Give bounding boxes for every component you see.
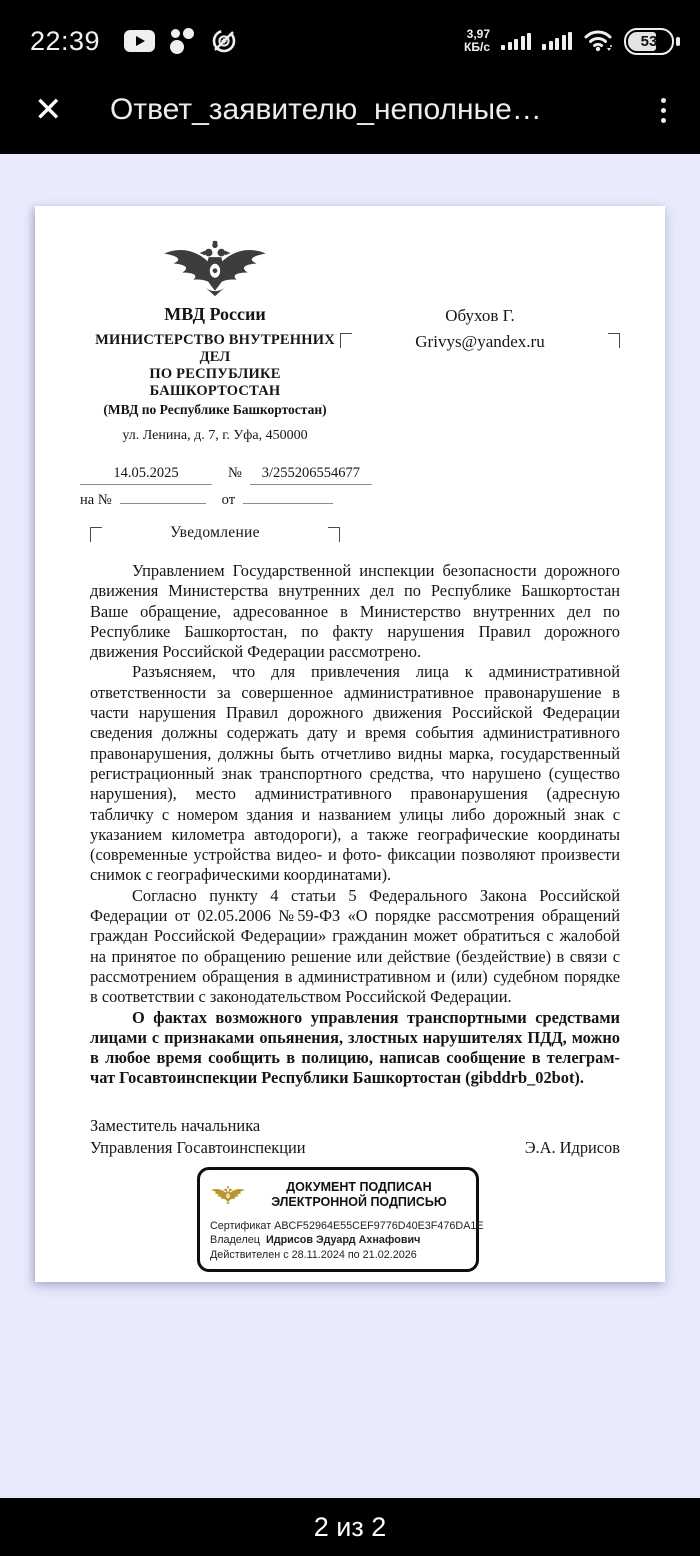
clock: 22:39 bbox=[30, 25, 101, 56]
signer-position-line1: Заместитель начальника bbox=[90, 1115, 261, 1135]
wifi-icon bbox=[583, 28, 613, 54]
document-page bbox=[35, 206, 665, 1282]
network-speed-indicator: 3,97 КБ/с bbox=[464, 27, 490, 54]
signer-position-line2: Управления Госавтоинспекции bbox=[90, 1137, 306, 1157]
stamp-validity-line: Действителен с 28.11.2024 по 21.02.2026 bbox=[210, 1248, 417, 1261]
page-indicator: 2 из 2 bbox=[313, 1511, 387, 1542]
incoming-number-label: на № bbox=[80, 492, 112, 508]
close-icon[interactable]: ✕ bbox=[34, 91, 63, 129]
org-name-line2: ПО РЕСПУБЛИКЕ БАШКОРТОСТАН bbox=[149, 366, 281, 399]
paragraph: Разъясняем, что для привлечения лица к административной ответственности за совершенное административное правонарушение в части нарушения Правил дорожного движения Российской Федерации сведения должны содержать дату и время события административного правонарушения, должны быть отчетливо видны марка, государственный регистрационный знак транспортного средства, что нарушено (существо нарушения), место административного правонарушения (адресную табличку с номером здания и названием улицы либо дорожный знак с указанием километра автодороги), а также географические координаты (современные устройства видео- и фото- фиксации позволяют произвести снимок с географическими координатами). bbox=[90, 662, 620, 885]
document-viewer[interactable] bbox=[0, 154, 700, 1498]
stamp-title-line1: ДОКУМЕНТ ПОДПИСАН bbox=[286, 1179, 432, 1194]
recipient-name: Обухов Г. bbox=[445, 306, 515, 325]
document-body bbox=[90, 561, 620, 1089]
page-indicator-bar bbox=[0, 1498, 700, 1556]
paragraph-bold-notice: О фактах возможного управления транспортными средствами лицами с признаками опьянения, злостных нарушителях ПДД, можно в любое время сообщить в полицию, написав сообщение в телеграм-чат Госавтоинспекции Республики Башкортостан (gibddrb_02bot). bbox=[90, 1007, 620, 1088]
recipient-email: Grivys@yandex.ru bbox=[415, 332, 545, 351]
electronic-signature-stamp bbox=[197, 1167, 484, 1273]
signature-block bbox=[90, 1115, 620, 1159]
org-name-line1: МИНИСТЕРСТВО ВНУТРЕННИХ ДЕЛ bbox=[95, 332, 335, 365]
crop-mark-right bbox=[608, 333, 620, 348]
app-title-bar bbox=[0, 72, 700, 154]
document-title: Ответ_заявителю_неполные… bbox=[110, 93, 542, 126]
signer-name: Э.А. Идрисов bbox=[524, 1137, 620, 1157]
stamp-owner-line: Владелец Идрисов Эдуард Ахнафович bbox=[210, 1234, 421, 1247]
signal-strength-icon-sim2 bbox=[542, 32, 572, 50]
youtube-notification-icon bbox=[124, 30, 155, 52]
reference-block bbox=[80, 465, 620, 509]
battery-icon bbox=[624, 28, 674, 55]
document-subject: Уведомление bbox=[170, 524, 260, 541]
data-saver-icon bbox=[211, 28, 237, 54]
crop-mark-left bbox=[340, 333, 352, 348]
paragraph: Согласно пункту 4 статьи 5 Федерального Закона Российской Федерации от 02.05.2006 №59-ФЗ «О порядке рассмотрения обращений граждан Российской Федерации» гражданин может обратиться с жалобой на принятое по обращению решение или действие (бездействие) в связи с рассмотрением обращения в административном и (или) судебном порядке в соответствии с законодательством Российской Федерации. bbox=[90, 885, 620, 1007]
number-sign: № bbox=[228, 465, 242, 481]
org-alt-name: (МВД по Республике Башкортостан) bbox=[103, 402, 327, 417]
overflow-menu-icon[interactable] bbox=[653, 94, 674, 127]
status-bar bbox=[0, 0, 700, 72]
stamp-mvd-emblem-gold bbox=[210, 1176, 246, 1214]
outgoing-date: 14.05.2025 bbox=[80, 465, 212, 485]
org-address: ул. Ленина, д. 7, г. Уфа, 450000 bbox=[122, 428, 308, 443]
letterhead bbox=[35, 206, 665, 444]
app-bubbles-icon bbox=[170, 28, 196, 54]
battery-percent: 53 bbox=[640, 32, 658, 50]
stamp-certificate-line: Сертификат ABCF52964E55CEF9776D40E3F476DA1E bbox=[210, 1219, 484, 1232]
incoming-date-label: от bbox=[221, 492, 236, 508]
signal-strength-icon-sim1 bbox=[501, 33, 531, 50]
incoming-number-blank bbox=[120, 501, 206, 504]
crop-mark-left bbox=[90, 527, 102, 542]
incoming-date-blank bbox=[243, 501, 333, 504]
stamp-title-line2: ЭЛЕКТРОННОЙ ПОДПИСЬЮ bbox=[271, 1194, 447, 1209]
recipient-block bbox=[340, 239, 620, 444]
mvd-eagle-emblem bbox=[159, 239, 271, 297]
crop-mark-right bbox=[328, 527, 340, 542]
org-short-name: МВД России bbox=[164, 304, 266, 324]
paragraph: Управлением Государственной инспекции безопасности дорожного движения Министерства внутренних дел по Республике Башкортостан Ваше обращение, адресованное в Министерство внутренних дел по Республике Башкортостан, по факту нарушения Правил дорожного движения Российской Федерации рассмотрено. bbox=[90, 561, 620, 662]
outgoing-number: 3/255206554677 bbox=[250, 465, 372, 485]
subject-row bbox=[90, 524, 340, 542]
